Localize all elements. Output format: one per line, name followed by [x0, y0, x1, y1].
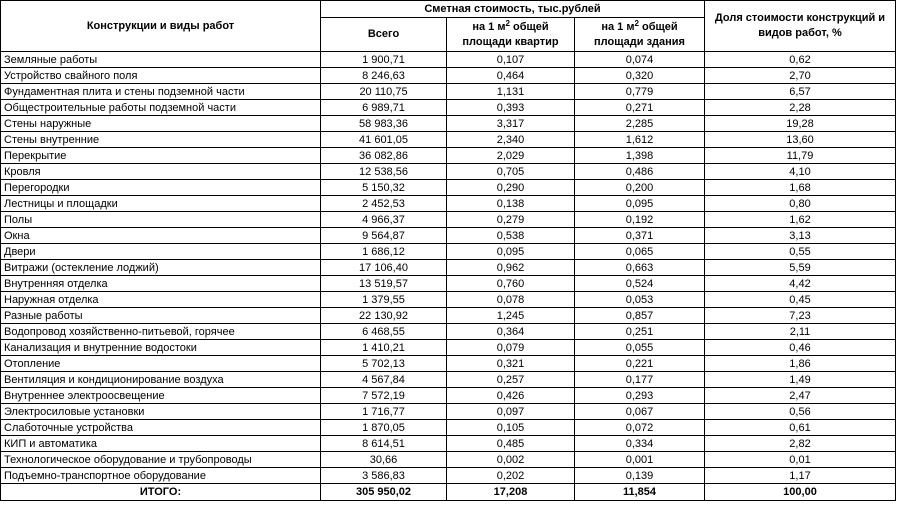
table-row — [1, 260, 896, 276]
table-row — [1, 356, 896, 372]
row-total-cell: 1 686,12 — [321, 244, 447, 260]
row-name-cell: Стены наружные — [1, 116, 321, 132]
row-share-cell: 13,60 — [705, 132, 896, 148]
row-share-cell: 19,28 — [705, 116, 896, 132]
header-cost-group: Сметная стоимость, тыс.рублей — [321, 1, 705, 18]
row-total-cell: 5 702,13 — [321, 356, 447, 372]
row-per-building-cell: 0,072 — [575, 420, 705, 436]
row-total-cell: 5 150,32 — [321, 180, 447, 196]
row-name-cell: Канализация и внутренние водостоки — [1, 340, 321, 356]
table-row — [1, 180, 896, 196]
row-share-cell: 2,70 — [705, 68, 896, 84]
header-share: Доля стоимости конструкций и видов работ, % — [705, 1, 896, 52]
row-total-cell: 30,66 — [321, 452, 447, 468]
row-per-apartment-cell: 0,485 — [447, 436, 575, 452]
row-name-cell: Слаботочные устройства — [1, 420, 321, 436]
row-share-cell: 1,17 — [705, 468, 896, 484]
header-per-building-prefix: на 1 м — [601, 20, 635, 33]
row-per-apartment-cell: 0,105 — [447, 420, 575, 436]
row-total-cell: 36 082,86 — [321, 148, 447, 164]
row-share-cell: 1,62 — [705, 212, 896, 228]
row-per-apartment-cell: 0,426 — [447, 388, 575, 404]
table-row — [1, 100, 896, 116]
row-total-cell: 9 564,87 — [321, 228, 447, 244]
row-share-cell: 3,13 — [705, 228, 896, 244]
row-name-cell: Стены внутренние — [1, 132, 321, 148]
header-total: Всего — [321, 18, 447, 52]
header-name: Конструкции и виды работ — [1, 1, 321, 52]
table-row — [1, 212, 896, 228]
row-per-building-cell: 0,320 — [575, 68, 705, 84]
row-per-building-cell: 2,285 — [575, 116, 705, 132]
row-total-cell: 7 572,19 — [321, 388, 447, 404]
row-share-cell: 0,80 — [705, 196, 896, 212]
row-per-building-cell: 0,293 — [575, 388, 705, 404]
row-per-apartment-cell: 0,279 — [447, 212, 575, 228]
table-row — [1, 308, 896, 324]
row-name-cell: КИП и автоматика — [1, 436, 321, 452]
row-total-cell: 2 452,53 — [321, 196, 447, 212]
row-name-cell: Разные работы — [1, 308, 321, 324]
table-row — [1, 292, 896, 308]
header-per-building-sup: 2 — [634, 18, 639, 28]
header-row-1 — [1, 1, 896, 18]
row-name-cell: Двери — [1, 244, 321, 260]
row-per-building-cell: 0,857 — [575, 308, 705, 324]
table-row — [1, 116, 896, 132]
row-name-cell: Водопровод хозяйственно-питьевой, горячее — [1, 324, 321, 340]
table-row — [1, 228, 896, 244]
table-row — [1, 244, 896, 260]
row-per-apartment-cell: 1,245 — [447, 308, 575, 324]
row-per-apartment-cell: 0,364 — [447, 324, 575, 340]
table-row — [1, 164, 896, 180]
row-share-cell: 4,42 — [705, 276, 896, 292]
row-name-cell: Наружная отделка — [1, 292, 321, 308]
header-per-apartment-prefix: на 1 м — [472, 20, 506, 33]
total-row — [1, 484, 896, 501]
row-name-cell: Подъемно-транспортное оборудование — [1, 468, 321, 484]
row-share-cell: 2,11 — [705, 324, 896, 340]
row-total-cell: 6 989,71 — [321, 100, 447, 116]
row-name-cell: Кровля — [1, 164, 321, 180]
row-per-apartment-cell: 3,317 — [447, 116, 575, 132]
row-name-cell: Витражи (остекление лоджий) — [1, 260, 321, 276]
row-name-cell: Общестроительные работы подземной части — [1, 100, 321, 116]
row-share-cell: 0,61 — [705, 420, 896, 436]
row-per-apartment-cell: 0,107 — [447, 52, 575, 68]
row-per-apartment-cell: 0,538 — [447, 228, 575, 244]
table-row — [1, 324, 896, 340]
row-per-apartment-cell: 0,321 — [447, 356, 575, 372]
row-total-cell: 41 601,05 — [321, 132, 447, 148]
row-total-cell: 1 870,05 — [321, 420, 447, 436]
row-total-cell: 6 468,55 — [321, 324, 447, 340]
row-per-building-cell: 0,251 — [575, 324, 705, 340]
row-per-apartment-cell: 0,097 — [447, 404, 575, 420]
row-per-building-cell: 0,271 — [575, 100, 705, 116]
row-total-cell: 1 379,55 — [321, 292, 447, 308]
row-name-cell: Электросиловые установки — [1, 404, 321, 420]
row-share-cell: 6,57 — [705, 84, 896, 100]
row-total-cell: 22 130,92 — [321, 308, 447, 324]
row-per-building-cell: 1,398 — [575, 148, 705, 164]
row-share-cell: 0,45 — [705, 292, 896, 308]
row-per-building-cell: 0,486 — [575, 164, 705, 180]
total-per-building-cell: 11,854 — [575, 484, 705, 501]
row-name-cell: Перегородки — [1, 180, 321, 196]
table-row — [1, 148, 896, 164]
row-total-cell: 13 519,57 — [321, 276, 447, 292]
row-name-cell: Внутренняя отделка — [1, 276, 321, 292]
row-share-cell: 0,62 — [705, 52, 896, 68]
row-per-building-cell: 0,221 — [575, 356, 705, 372]
row-total-cell: 1 900,71 — [321, 52, 447, 68]
row-share-cell: 2,47 — [705, 388, 896, 404]
row-share-cell: 0,56 — [705, 404, 896, 420]
row-per-building-cell: 0,067 — [575, 404, 705, 420]
row-name-cell: Фундаментная плита и стены подземной части — [1, 84, 321, 100]
row-per-apartment-cell: 0,078 — [447, 292, 575, 308]
table-row — [1, 132, 896, 148]
row-name-cell: Полы — [1, 212, 321, 228]
row-total-cell: 58 983,36 — [321, 116, 447, 132]
row-total-cell: 4 567,84 — [321, 372, 447, 388]
row-per-building-cell: 0,779 — [575, 84, 705, 100]
row-per-apartment-cell: 2,340 — [447, 132, 575, 148]
row-name-cell: Устройство свайного поля — [1, 68, 321, 84]
row-per-building-cell: 0,053 — [575, 292, 705, 308]
row-total-cell: 8 246,63 — [321, 68, 447, 84]
row-per-apartment-cell: 0,393 — [447, 100, 575, 116]
total-total-cell: 305 950,02 — [321, 484, 447, 501]
row-name-cell: Внутреннее электроосвещение — [1, 388, 321, 404]
row-per-building-cell: 0,200 — [575, 180, 705, 196]
row-share-cell: 1,49 — [705, 372, 896, 388]
row-total-cell: 1 410,21 — [321, 340, 447, 356]
row-share-cell: 0,01 — [705, 452, 896, 468]
table-row — [1, 372, 896, 388]
table-row — [1, 404, 896, 420]
table-row — [1, 68, 896, 84]
table-row — [1, 340, 896, 356]
row-per-apartment-cell: 0,705 — [447, 164, 575, 180]
table-body — [1, 1, 896, 501]
total-per-apartment-cell: 17,208 — [447, 484, 575, 501]
row-per-building-cell: 0,074 — [575, 52, 705, 68]
header-per-apartment — [447, 18, 575, 52]
header-per-apartment-sup: 2 — [505, 18, 510, 28]
row-per-building-cell: 0,095 — [575, 196, 705, 212]
header-per-building — [575, 18, 705, 52]
row-share-cell: 1,86 — [705, 356, 896, 372]
row-share-cell: 0,46 — [705, 340, 896, 356]
row-per-building-cell: 0,334 — [575, 436, 705, 452]
row-per-building-cell: 0,177 — [575, 372, 705, 388]
row-per-building-cell: 0,065 — [575, 244, 705, 260]
row-per-apartment-cell: 0,079 — [447, 340, 575, 356]
row-per-apartment-cell: 0,002 — [447, 452, 575, 468]
row-name-cell: Технологическое оборудование и трубопроводы — [1, 452, 321, 468]
table-row — [1, 52, 896, 68]
row-per-apartment-cell: 0,138 — [447, 196, 575, 212]
row-name-cell: Земляные работы — [1, 52, 321, 68]
row-name-cell: Окна — [1, 228, 321, 244]
row-total-cell: 1 716,77 — [321, 404, 447, 420]
row-per-apartment-cell: 0,464 — [447, 68, 575, 84]
table-row — [1, 420, 896, 436]
row-name-cell: Лестницы и площадки — [1, 196, 321, 212]
row-share-cell: 4,10 — [705, 164, 896, 180]
row-share-cell: 0,55 — [705, 244, 896, 260]
row-total-cell: 4 966,37 — [321, 212, 447, 228]
row-per-apartment-cell: 0,202 — [447, 468, 575, 484]
row-per-building-cell: 0,055 — [575, 340, 705, 356]
table-row — [1, 84, 896, 100]
header-per-apartment-suffix: общей площади квартир — [462, 20, 559, 48]
row-per-building-cell: 0,001 — [575, 452, 705, 468]
row-name-cell: Перекрытие — [1, 148, 321, 164]
row-total-cell: 20 110,75 — [321, 84, 447, 100]
row-share-cell: 2,28 — [705, 100, 896, 116]
row-per-building-cell: 0,524 — [575, 276, 705, 292]
row-total-cell: 8 614,51 — [321, 436, 447, 452]
row-total-cell: 3 586,83 — [321, 468, 447, 484]
row-per-apartment-cell: 1,131 — [447, 84, 575, 100]
row-total-cell: 17 106,40 — [321, 260, 447, 276]
table-row — [1, 196, 896, 212]
row-per-apartment-cell: 2,029 — [447, 148, 575, 164]
row-share-cell: 11,79 — [705, 148, 896, 164]
row-per-building-cell: 0,371 — [575, 228, 705, 244]
row-name-cell: Отопление — [1, 356, 321, 372]
row-per-apartment-cell: 0,257 — [447, 372, 575, 388]
row-name-cell: Вентиляция и кондиционирование воздуха — [1, 372, 321, 388]
table-row — [1, 276, 896, 292]
row-per-building-cell: 0,663 — [575, 260, 705, 276]
total-name-cell: ИТОГО: — [1, 484, 321, 501]
row-per-apartment-cell: 0,290 — [447, 180, 575, 196]
table-row — [1, 452, 896, 468]
row-per-building-cell: 1,612 — [575, 132, 705, 148]
table-row — [1, 468, 896, 484]
row-share-cell: 1,68 — [705, 180, 896, 196]
header-per-building-suffix: общей площади здания — [594, 20, 685, 48]
row-per-apartment-cell: 0,095 — [447, 244, 575, 260]
row-per-building-cell: 0,192 — [575, 212, 705, 228]
row-share-cell: 7,23 — [705, 308, 896, 324]
row-share-cell: 2,82 — [705, 436, 896, 452]
row-per-apartment-cell: 0,962 — [447, 260, 575, 276]
row-per-apartment-cell: 0,760 — [447, 276, 575, 292]
table-row — [1, 388, 896, 404]
row-total-cell: 12 538,56 — [321, 164, 447, 180]
row-per-building-cell: 0,139 — [575, 468, 705, 484]
row-share-cell: 5,59 — [705, 260, 896, 276]
table-row — [1, 436, 896, 452]
total-share-cell: 100,00 — [705, 484, 896, 501]
